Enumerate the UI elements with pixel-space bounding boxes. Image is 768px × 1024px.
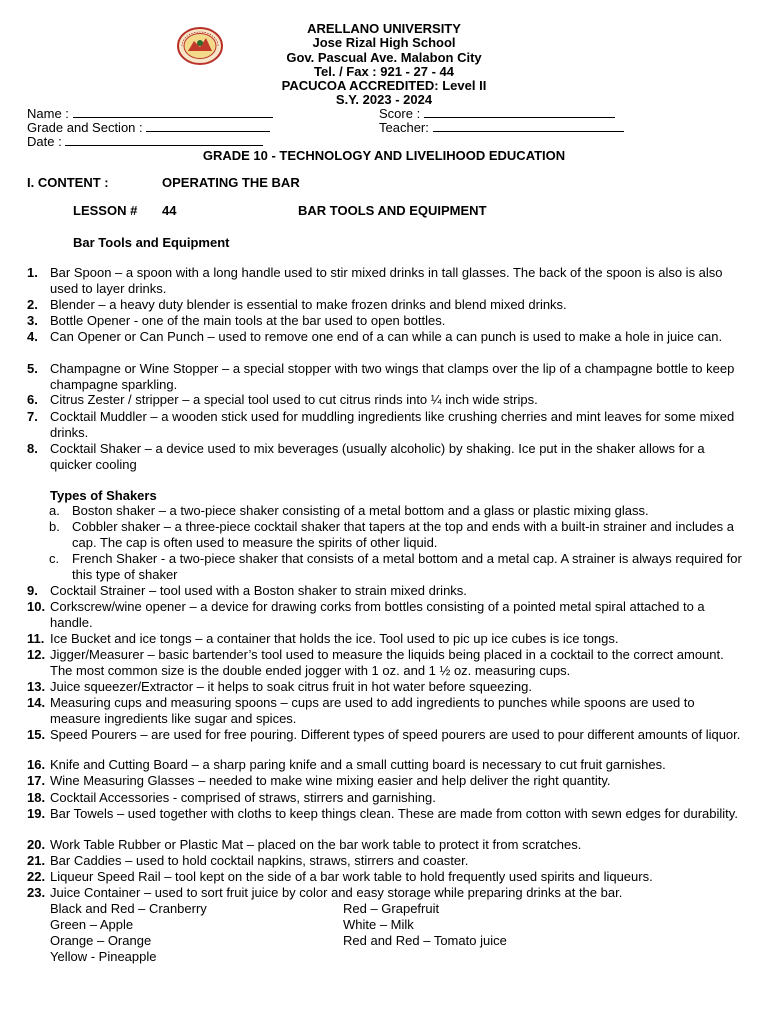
item-text: Can Opener or Can Punch – used to remove one end of a can while a can punch is used to make a hole in juice can. (50, 329, 723, 344)
item-text: Champagne or Wine Stopper – a special stopper with two wings that clamps over the lip of a champagne bottle to keep champagne sparkling. (50, 361, 735, 393)
tel-fax: Tel. / Fax : 921 - 27 - 44 (314, 63, 454, 79)
juice-color-right: White – Milk (343, 917, 414, 932)
list-item (27, 631, 742, 647)
score-label: Score : (379, 106, 421, 121)
item-number: 3. (27, 313, 38, 328)
item-text: Wine Measuring Glasses – needed to make wine mixing easier and help deliver the right quantity. (50, 773, 611, 788)
teacher-line[interactable] (433, 120, 624, 132)
lesson-title: BAR TOOLS AND EQUIPMENT (298, 203, 487, 218)
lesson-number: 44 (162, 203, 177, 218)
list-item (27, 599, 742, 631)
shaker-text: Boston shaker – a two-piece shaker consisting of a metal bottom and a glass or plastic mixing glass. (72, 503, 649, 518)
school-name: Jose Rizal High School (312, 35, 456, 51)
item-number: 10. (27, 599, 46, 614)
list-item (27, 392, 742, 408)
list-item (27, 679, 742, 695)
item-number: 4. (27, 329, 38, 344)
list-item (27, 806, 742, 822)
item-number: 16. (27, 757, 46, 772)
item-text: Jigger/Measurer – basic bartender’s tool used to measure the liquids being placed in a cocktail to the correct amount. The most common size is the double ended jogger with 1 oz. and 1 ½ oz. measuring cups. (50, 647, 724, 679)
item-text: Bottle Opener - one of the main tools at the bar used to open bottles. (50, 313, 446, 328)
score-field (379, 106, 615, 121)
item-number: 21. (27, 853, 46, 868)
item-text: Juice squeezer/Extractor – it helps to soak citrus fruit in hot water before squeezing. (50, 679, 532, 694)
list-item (27, 695, 742, 727)
item-number: 11. (27, 631, 45, 646)
list-item (27, 409, 742, 441)
juice-color-left: Orange – Orange (50, 933, 152, 948)
shaker-item (49, 519, 742, 551)
item-text: Juice Container – used to sort fruit juice by color and easy storage while preparing drinks at the bar. (50, 885, 623, 900)
shakers-heading: Types of Shakers (50, 488, 157, 503)
list-item (27, 313, 742, 329)
name-label: Name : (27, 106, 69, 121)
item-text: Work Table Rubber or Plastic Mat – placed on the bar work table to protect it from scratches. (50, 837, 582, 852)
shaker-letter: a. (49, 503, 60, 518)
item-number: 13. (27, 679, 46, 694)
list-item (27, 837, 742, 853)
item-number: 18. (27, 790, 46, 805)
list-item (27, 869, 742, 885)
item-text: Bar Caddies – used to hold cocktail napkins, straws, stirrers and coaster. (50, 853, 469, 868)
item-number: 22. (27, 869, 46, 884)
date-label: Date : (27, 134, 62, 149)
item-text: Cocktail Muddler – a wooden stick used for muddling ingredients like crushing cherries and mint leaves for some mixed drinks. (50, 409, 735, 441)
item-text: Citrus Zester / stripper – a special tool used to cut citrus rinds into ¼ inch wide strips. (50, 392, 538, 407)
shaker-letter: c. (49, 551, 60, 566)
item-text: Measuring cups and measuring spoons – cups are used to add ingredients to punches while spoons are used to measure ingredients like sugar and spices. (50, 695, 695, 727)
juice-color-left: Yellow - Pineapple (50, 949, 157, 964)
list-item (27, 853, 742, 869)
name-line[interactable] (73, 106, 273, 118)
item-number: 17. (27, 773, 46, 788)
item-number: 15. (27, 727, 46, 742)
university-name: ARELLANO UNIVERSITY (307, 21, 461, 36)
juice-color-left: Green – Apple (50, 917, 134, 932)
item-number: 23. (27, 885, 46, 900)
grade-section-line[interactable] (146, 120, 270, 132)
teacher-field (379, 120, 624, 135)
item-number: 9. (27, 583, 38, 598)
item-number: 7. (27, 409, 38, 424)
list-item (27, 790, 742, 806)
item-number: 1. (27, 265, 38, 280)
school-year: S.Y. 2023 - 2024 (335, 92, 433, 108)
accreditation: PACUCOA ACCREDITED: Level II (281, 78, 487, 94)
date-field (27, 134, 263, 149)
list-item (27, 773, 742, 789)
item-number: 6. (27, 392, 38, 407)
content-value: OPERATING THE BAR (162, 175, 300, 190)
item-number: 2. (27, 297, 38, 312)
item-text: Corkscrew/wine opener – a device for drawing corks from bottles consisting of a pointed metal spiral attached to a handle. (50, 599, 705, 631)
list-item (27, 727, 742, 743)
item-text: Speed Pourers – are used for free pouring. Different types of speed pourers are used to pour different amounts of liquor. (50, 727, 741, 742)
list-item (27, 583, 742, 599)
item-text: Liqueur Speed Rail – tool kept on the side of a bar work table to hold frequently used spirits and liqueurs. (50, 869, 653, 884)
shaker-letter: b. (49, 519, 60, 534)
item-number: 8. (27, 441, 38, 456)
item-number: 14. (27, 695, 46, 710)
item-text: Ice Bucket and ice tongs – a container that holds the ice. Tool used to pic up ice cubes is ice tongs. (50, 631, 619, 646)
juice-color-right: Red – Grapefruit (343, 901, 440, 916)
list-item (27, 441, 742, 473)
item-text: Cocktail Shaker – a device used to mix beverages (usually alcoholic) by shaking. Ice put in the shaker allows for a quicker cooling (50, 441, 705, 473)
content-label: I. CONTENT : (27, 175, 109, 190)
item-text: Cocktail Strainer – tool used with a Boston shaker to strain mixed drinks. (50, 583, 467, 598)
list-item (27, 361, 742, 393)
subject-title: GRADE 10 - TECHNOLOGY AND LIVELIHOOD EDUCATION (202, 148, 566, 163)
item-number: 12. (27, 647, 46, 662)
item-number: 19. (27, 806, 46, 821)
teacher-label: Teacher: (379, 120, 429, 135)
list-item (27, 329, 742, 345)
list-item (27, 297, 742, 313)
list-item (27, 647, 742, 679)
school-address: Gov. Pascual Ave. Malabon City (286, 49, 482, 65)
item-text: Cocktail Accessories - comprised of straws, stirrers and garnishing. (50, 790, 436, 805)
shaker-item (49, 551, 742, 583)
juice-color-left: Black and Red – Cranberry (50, 901, 207, 916)
section-heading: Bar Tools and Equipment (73, 235, 230, 250)
shaker-text: French Shaker - a two-piece shaker that consists of a metal bottom and a metal cap. A strainer is always required for this type of shaker (72, 551, 742, 583)
score-line[interactable] (424, 106, 615, 118)
shaker-text: Cobbler shaker – a three-piece cocktail shaker that tapers at the top and ends with a built-in strainer and includes a cap. The cap is often used to measure the spirits of other liquid. (72, 519, 734, 551)
item-number: 20. (27, 837, 46, 852)
item-text: Bar Spoon – a spoon with a long handle used to stir mixed drinks in tall glasses. The back of the spoon is also is also used to layer drinks. (50, 265, 723, 297)
shaker-item (49, 503, 742, 519)
item-text: Bar Towels – used together with cloths to keep things clean. These are made from cotton with sewn edges for durability. (50, 806, 738, 821)
name-field (27, 106, 273, 121)
item-number: 5. (27, 361, 38, 376)
item-text: Blender – a heavy duty blender is essential to make frozen drinks and blend mixed drinks. (50, 297, 567, 312)
grade-section-field (27, 120, 270, 135)
list-item (27, 265, 742, 297)
date-line[interactable] (65, 134, 263, 146)
school-header (200, 22, 568, 108)
list-item (27, 757, 742, 773)
list-item (27, 885, 742, 901)
item-text: Knife and Cutting Board – a sharp paring knife and a small cutting board is necessary to cut fruit garnishes. (50, 757, 666, 772)
grade-section-label: Grade and Section : (27, 120, 143, 135)
lesson-label: LESSON # (73, 203, 138, 218)
juice-color-right: Red and Red – Tomato juice (343, 933, 507, 948)
